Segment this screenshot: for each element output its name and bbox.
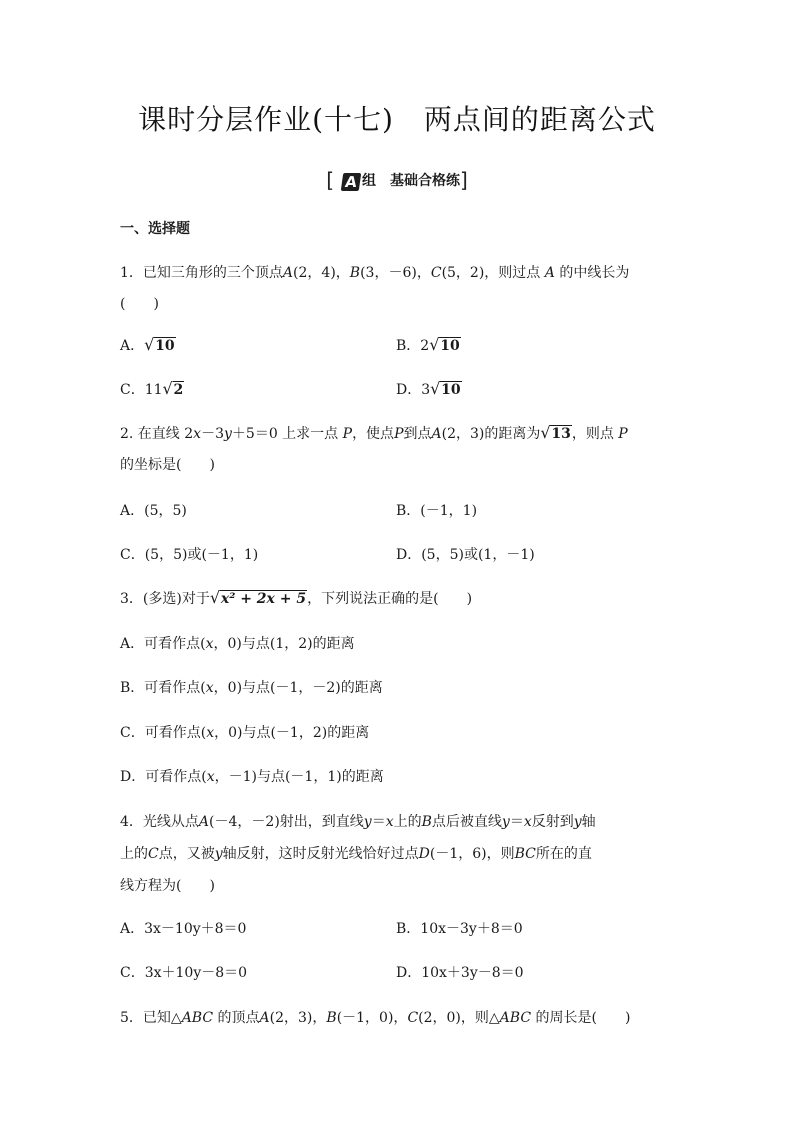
question-2-stem-line2: 的坐标是( ): [120, 457, 215, 473]
question-2-stem: 2. 在直线 2x－3y＋5＝0 上求一点 P，使点P到点A(2，3)的距离为 √ 13，则点 P: [120, 423, 628, 442]
question-2-option-d[interactable]: D．(5，5)或(1，－1): [396, 547, 535, 563]
question-3-option-d[interactable]: D．可看作点(x，－1)与点(－1，1)的距离: [120, 769, 384, 785]
question-4-stem-line3: 线方程为( ): [120, 878, 215, 894]
question-1-option-c[interactable]: C．11 √ 2: [120, 379, 184, 398]
question-1-option-d[interactable]: D．3 √ 10: [396, 379, 461, 398]
question-1-paren: ( ): [120, 296, 159, 312]
page-title: [0, 98, 794, 138]
question-1-option-b[interactable]: B．2 √ 10: [396, 335, 460, 354]
question-5-stem: 5．已知△ABC 的顶点A(2，3)，B(－1，0)，C(2，0)，则△ABC 的周长是( ): [120, 1010, 631, 1026]
section-heading: 一、选择题: [120, 221, 190, 237]
title-main: 课时分层作业(十七): [138, 103, 394, 136]
group-header: [0, 168, 794, 192]
question-4-option-a[interactable]: A．3x－10y＋8＝0: [120, 921, 247, 937]
question-2-option-c[interactable]: C．(5，5)或(－1，1): [120, 547, 259, 563]
question-4-stem-line2: 上的C点，又被y轴反射，这时反射光线恰好过点D(－1，6)，则BC所在的直: [120, 846, 592, 862]
question-3-stem: 3．(多选)对于 √ x² + 2x + 5，下列说法正确的是( ): [120, 588, 473, 607]
question-4-option-c[interactable]: C．3x＋10y－8＝0: [120, 965, 248, 981]
group-label: 组: [362, 173, 376, 189]
question-2-option-b[interactable]: B．(－1，1): [396, 503, 478, 519]
group-name: 基础合格练: [390, 173, 460, 189]
question-3-option-c[interactable]: C．可看作点(x，0)与点(－1，2)的距离: [120, 725, 370, 741]
title-sub: 两点间的距离公式: [423, 103, 656, 136]
group-badge: A: [341, 173, 362, 191]
question-4-stem-line1: 4．光线从点A(－4，－2)射出，到直线y＝x上的B点后被直线y＝x反射到y轴: [120, 814, 596, 830]
question-3-option-a[interactable]: A．可看作点(x，0)与点(1，2)的距离: [120, 636, 355, 652]
question-1-stem: 1．已知三角形的三个顶点A(2，4)，B(3，－6)，C(5，2)，则过点 A 的中线长为: [120, 265, 630, 281]
bracket-open: [: [326, 168, 334, 192]
question-1-option-a[interactable]: A． √ 10: [120, 335, 175, 354]
question-2-option-a[interactable]: A．(5，5): [120, 503, 187, 519]
question-4-option-d[interactable]: D．10x＋3y－8＝0: [396, 965, 524, 981]
bracket-close: ]: [460, 168, 468, 192]
question-4-option-b[interactable]: B．10x－3y＋8＝0: [396, 921, 523, 937]
question-3-option-b[interactable]: B．可看作点(x，0)与点(－1，－2)的距离: [120, 680, 383, 696]
